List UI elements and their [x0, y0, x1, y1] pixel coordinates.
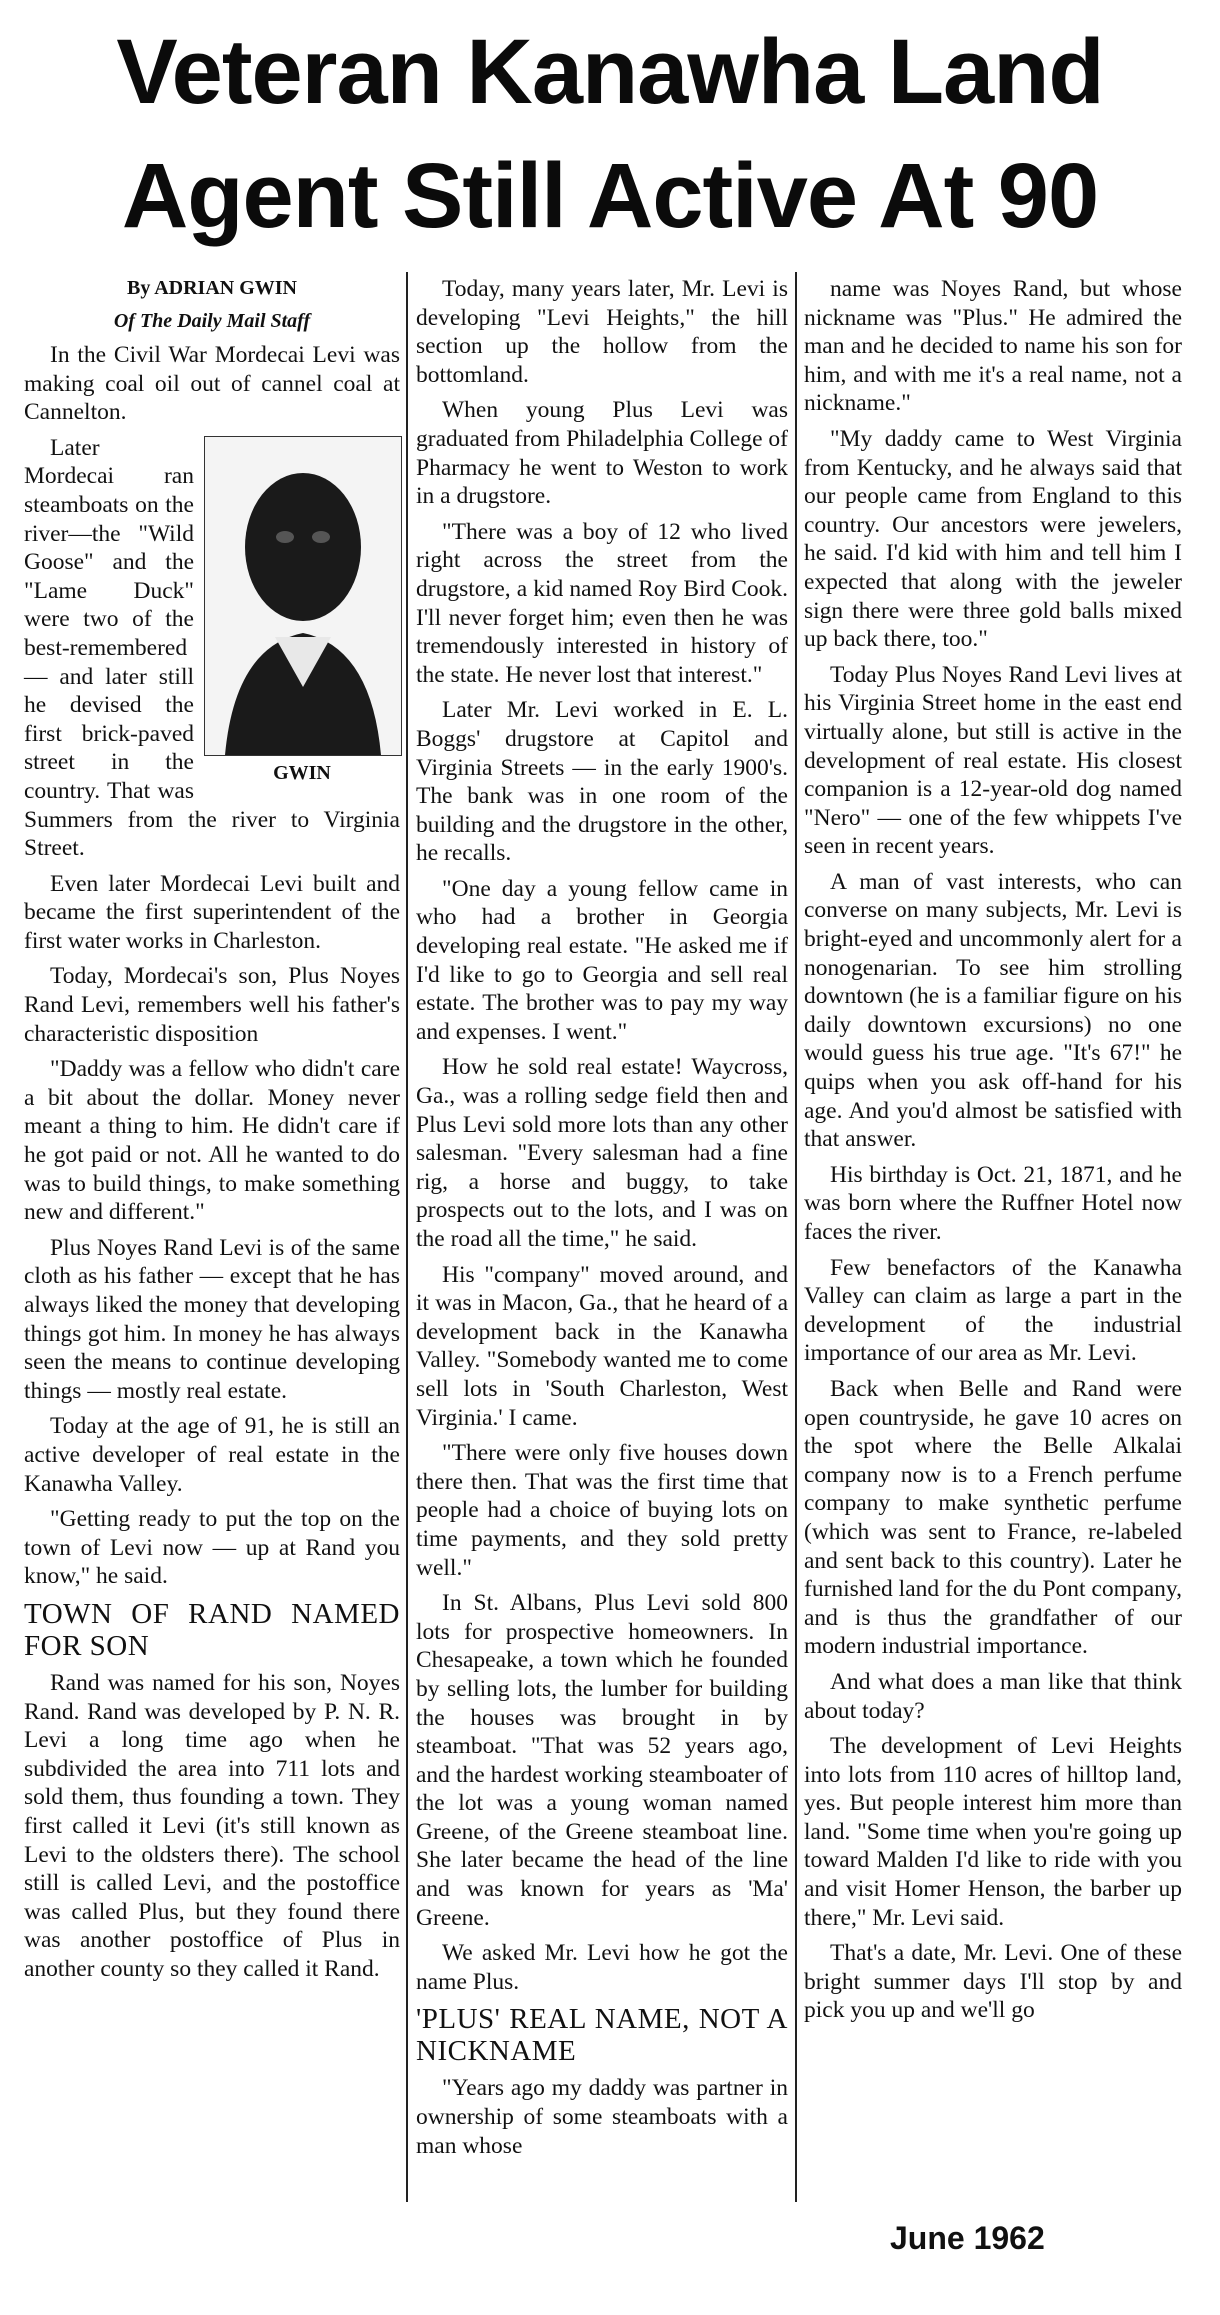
paragraph: name was Noyes Rand, but whose nickname was "Plus." He admired the man and he decided to name his son for him, and with me it's a real name, not a nickname."	[804, 276, 1182, 417]
paragraph: His "company" moved around, and it was in Macon, Ga., that he heard of a development back in the Kanawha Valley. "Somebody wanted me to come sell lots in 'South Charleston, West Virginia.' I came.	[416, 1261, 788, 1431]
paragraph: "One day a young fellow came in who had a brother in Georgia developing real estate. "He asked me if I'd like to go to Georgia and sell real estate. The brother was to pay my way and expenses. I went."	[416, 875, 788, 1045]
subheading-town-of-rand: TOWN OF RAND NAMED FOR SON	[24, 1597, 400, 1662]
paragraph: "Years ago my daddy was partner in ownership of some steamboats with a man whose	[416, 2075, 788, 2159]
column-divider-2	[795, 272, 797, 2202]
paragraph: When young Plus Levi was graduated from Philadelphia College of Pharmacy he went to Weston to work in a drugstore.	[416, 397, 788, 510]
byline-outlet: Of The Daily Mail Staff	[113, 310, 311, 332]
paragraph: That's a date, Mr. Levi. One of these bright summer days I'll stop by and pick you up and we'll go	[804, 1940, 1182, 2024]
paragraph: "Getting ready to put the top on the town of Levi now — up at Rand you know," he said.	[24, 1506, 400, 1590]
paragraph: Today, Mordecai's son, Plus Noyes Rand Levi, remembers well his father's characteristic disposition	[24, 963, 400, 1047]
paragraph: "There was a boy of 12 who lived right across the street from the drugstore, a kid named Roy Bird Cook. I'll never forget him; even then he was tremendously interested in history of the state. He never lost that interest."	[416, 518, 788, 688]
byline-author: By ADRIAN GWIN	[126, 277, 298, 299]
paragraph: Even later Mordecai Levi built and became the first superintendent of the first water works in Charleston.	[24, 870, 400, 954]
photo-caption: GWIN	[273, 761, 331, 784]
paragraph: Today at the age of 91, he is still an active developer of real estate in the Kanawha Valley.	[24, 1413, 400, 1497]
paragraph: "There were only five houses down there then. That was the first time that people had a choice of buying lots on time payments, and they sold pretty well."	[416, 1440, 788, 1581]
paragraph: A man of vast interests, who can converse on many subjects, Mr. Levi is bright-eyed and uncommonly alert for a nonogenarian. To see him strolling downtown (he is a familiar figure on his daily downtown excursions) no one would guess his true age. "It's 67!" he quips when you ask off-hand for his age. And you'd almost be satisfied with that answer.	[804, 868, 1182, 1153]
headline-line-1: Veteran Kanawha Land	[116, 21, 1104, 123]
paragraph: In the Civil War Mordecai Levi was making coal oil out of cannel coal at Cannelton.	[24, 342, 400, 426]
paragraph: Back when Belle and Rand were open countryside, he gave 10 acres on the spot where the Belle Alkalai company now is to a French perfume company to make synthetic perfume (which was sent to France, re-labeled and sent back to this country). Later he furnished land for the du Pont company, and is thus the grandfather of our modern industrial importance.	[804, 1375, 1182, 1660]
paragraph: Plus Noyes Rand Levi is of the same cloth as his father — except that he has always liked the money that developing things got him. In money he has always seen the means to continue developing things — mostly real estate.	[24, 1234, 400, 1404]
paragraph: "Daddy was a fellow who didn't care a bit about the dollar. Money never meant a thing to him. He didn't care if he got paid or not. All he wanted to do was to build things, to make something new and different."	[24, 1056, 400, 1226]
article-column-3	[804, 275, 1182, 2032]
paragraph: Later Mr. Levi worked in E. L. Boggs' drugstore at Capitol and Virginia Streets — in the early 1900's. The bank was in one room of the building and the drugstore in the other, he recalls.	[416, 697, 788, 867]
paragraph: We asked Mr. Levi how he got the name Plus.	[416, 1940, 788, 1995]
portrait-silhouette	[205, 437, 401, 755]
paragraph: Rand was named for his son, Noyes Rand. Rand was developed by P. N. R. Levi a long time ago when he subdivided the area into 711 lots and sold them, thus founding a town. They first called it Levi (it's still known as Levi to the oldsters there). The school still is called Levi, and the postoffice was called Plus, but they found there was another postoffice of Plus in another county so they called it Rand.	[24, 1669, 400, 1982]
headline-line-2: Agent Still Active At 90	[121, 145, 1099, 247]
column-divider-1	[406, 272, 408, 2202]
author-photo	[204, 436, 400, 786]
paragraph: Today Plus Noyes Rand Levi lives at his Virginia Street home in the east end virtually alone, but still is active in the development of real estate. His closest companion is a 12-year-old dog named "Nero" — one of the few whippets I've seen in recent years.	[804, 661, 1182, 860]
paragraph: Today, many years later, Mr. Levi is developing "Levi Heights," the hill section up the hollow from the bottomland.	[416, 276, 788, 388]
paragraph: Few benefactors of the Kanawha Valley can claim as large a part in the development of the industrial importance of our area as Mr. Levi.	[804, 1254, 1182, 1367]
publication-date: June 1962	[890, 2220, 1045, 2256]
paragraph: His birthday is Oct. 21, 1871, and he was born where the Ruffner Hotel now faces the river.	[804, 1161, 1182, 1245]
paragraph: "My daddy came to West Virginia from Kentucky, and he always said that our people came from England to this country. Our ancestors were jewelers, he said. I'd kid with him and tell him I expected that along with the jeweler sign there were three gold balls mixed up back there, too."	[804, 425, 1182, 653]
paragraph: And what does a man like that think about today?	[804, 1668, 1182, 1724]
subheading-plus-real-name: 'PLUS' REAL NAME, NOT A NICKNAME	[416, 2003, 788, 2068]
paragraph: The development of Levi Heights into lots from 110 acres of hilltop land, yes. But people interest him more than land. "Some time when you're going up toward Malden I'd like to ride with you and visit Homer Henson, the barber up there," Mr. Levi said.	[804, 1733, 1182, 1931]
portrait-photo-icon	[204, 436, 402, 756]
article-column-1	[24, 275, 400, 1990]
article-column-2	[416, 275, 788, 2167]
paragraph: How he sold real estate! Waycross, Ga., was a rolling sedge field then and Plus Levi sold more lots than any other salesman. "Every salesman had a fine rig, a horse and buggy, to take prospects out to the lots, and I was on the road all the time," he said.	[416, 1054, 788, 1252]
paragraph: Later Mordecai ran steamboats on the river—the "Wild Goose" and the "Lame Duck" were two of the best-remembered — and later still he devised the first brick-paved street in the country. That was Summers from the river to Virginia Street.	[24, 434, 400, 862]
paragraph: In St. Albans, Plus Levi sold 800 lots for prospective homeowners. In Chesapeake, a town which he founded by selling lots, the lumber for building the houses was brought in by steamboat. "That was 52 years ago, and the hardest working steamboater of the lot was a young woman named Greene, of the Greene steamboat line. She later became the head of the line and was known for years as 'Ma' Greene.	[416, 1590, 788, 1931]
